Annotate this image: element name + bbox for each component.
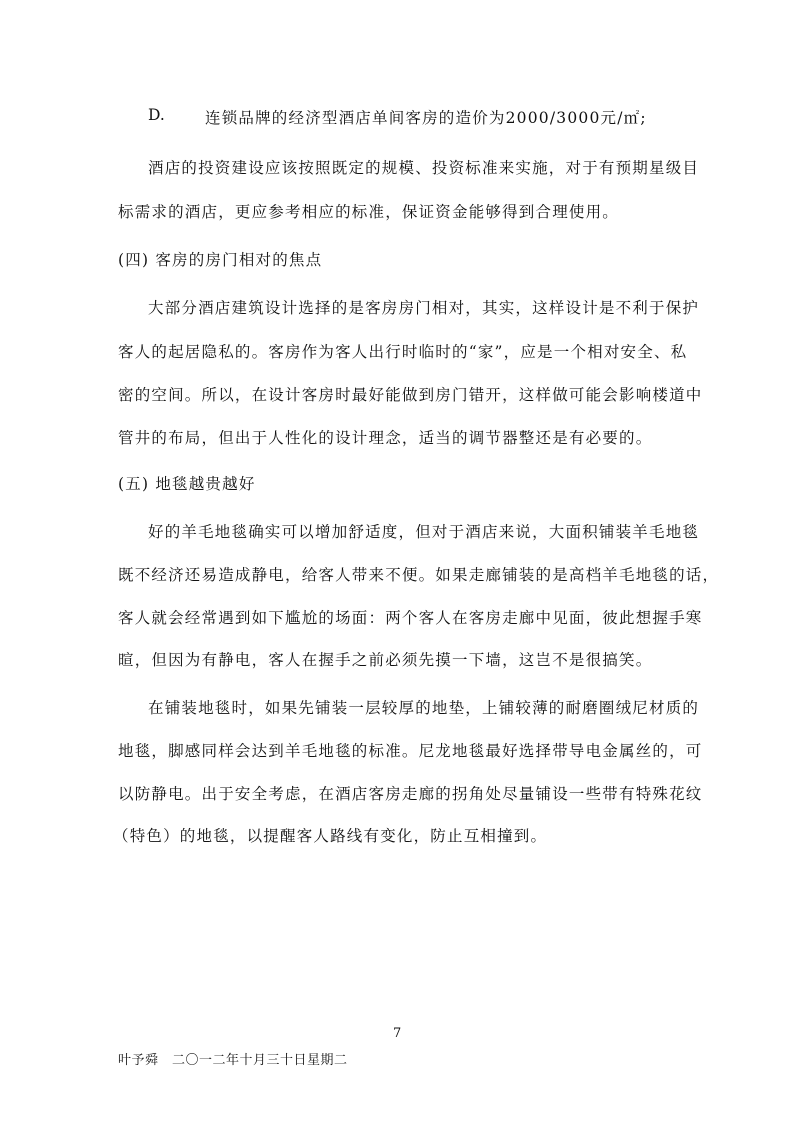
section-heading-4: (四) 客房的房门相对的焦点 <box>118 251 323 269</box>
paragraph-line: （特色）的地毯，以提醒客人路线有变化，防止互相撞到。 <box>113 827 548 845</box>
section-heading-5: (五) 地毯越贵越好 <box>118 475 256 493</box>
paragraph-line: 在铺装地毯时，如果先铺装一层较厚的地垫，上铺较薄的耐磨圈绒尼材质的 <box>148 699 700 717</box>
paragraph-line: 酒店的投资建设应该按照既定的规模、投资标准来实施，对于有预期星级目 <box>148 159 700 177</box>
paragraph-line: 客人的起居隐私的。客房作为客人出行时临时的“家”，应是一个相对安全、私 <box>118 343 688 361</box>
paragraph-line: 以防静电。出于安全考虑，在酒店客房走廊的拐角处尽量铺设一些带有特殊花纹 <box>118 785 703 803</box>
paragraph-line: 既不经济还易造成静电，给客人带来不便。如果走廊铺装的是高档羊毛地毯的话， <box>118 566 720 584</box>
paragraph-line: 暄，但因为有静电，客人在握手之前必须先摸一下墙，这岂不是很搞笑。 <box>118 651 653 669</box>
paragraph-line: 标需求的酒店，更应参考相应的标准，保证资金能够得到合理使用。 <box>118 203 620 221</box>
page-footer: 叶予舜 二〇一二年十月三十日星期二 <box>118 1053 348 1068</box>
item-label: D. <box>148 106 165 124</box>
item-text: 连锁品牌的经济型酒店单间客房的造价为2000/3000元/㎡; <box>205 109 647 127</box>
paragraph-line: 客人就会经常遇到如下尴尬的场面：两个客人在客房走廊中见面，彼此想握手寒 <box>118 609 703 627</box>
paragraph-line: 大部分酒店建筑设计选择的是客房房门相对，其实，这样设计是不利于保护 <box>148 299 700 317</box>
page-number: 7 <box>393 1026 402 1041</box>
paragraph-line: 管井的布局，但出于人性化的设计理念，适当的调节器整还是有必要的。 <box>118 429 653 447</box>
paragraph-line: 密的空间。所以，在设计客房时最好能做到房门错开，这样做可能会影响楼道中 <box>118 386 703 404</box>
paragraph-line: 地毯，脚感同样会达到羊毛地毯的标准。尼龙地毯最好选择带导电金属丝的，可 <box>118 742 703 760</box>
paragraph-line: 好的羊毛地毯确实可以增加舒适度，但对于酒店来说，大面积铺装羊毛地毯 <box>148 523 700 541</box>
